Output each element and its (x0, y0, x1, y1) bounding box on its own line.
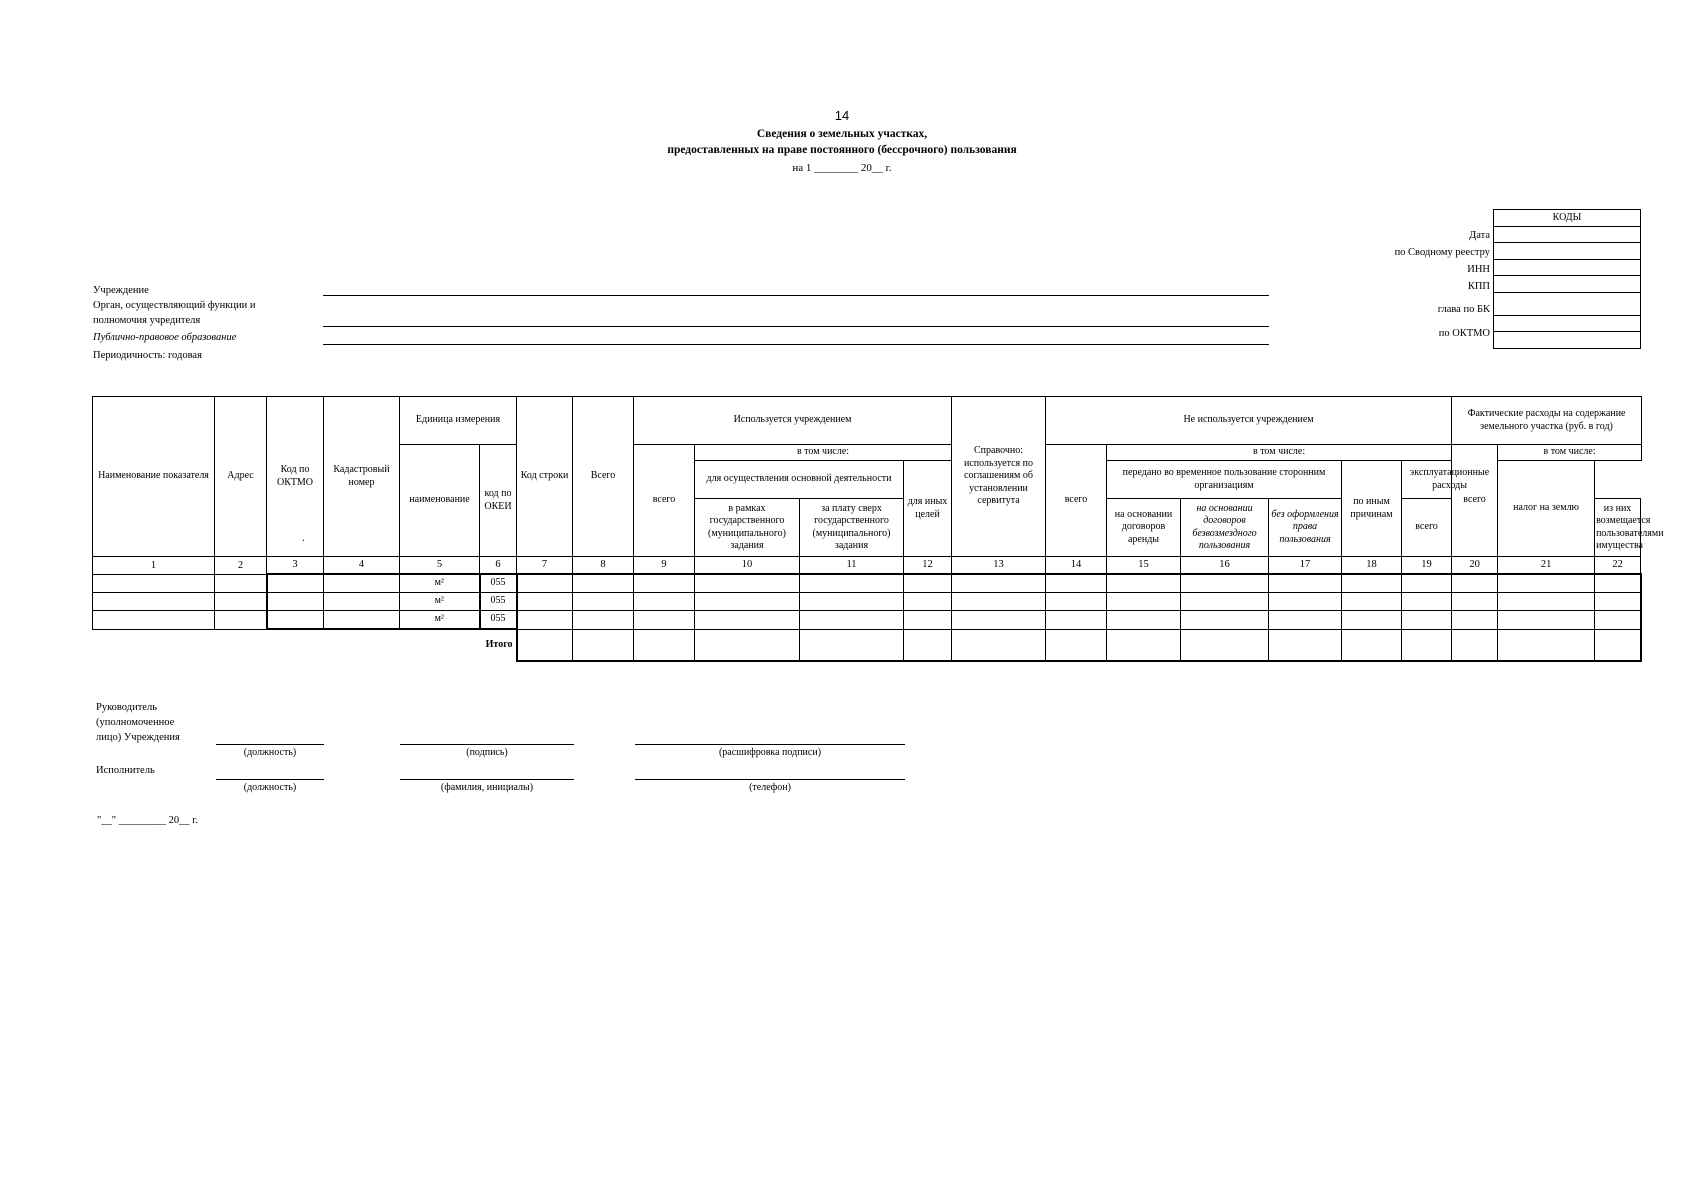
header-within-task: в рамках государственного (муниципального) задания (695, 499, 800, 557)
col-num: 2 (215, 557, 267, 575)
total-row (93, 629, 1642, 661)
table-row (93, 574, 1642, 593)
total-spacer (267, 629, 324, 661)
cell-value[interactable] (1595, 611, 1641, 630)
header-main-activity: для осуществления основной деятельности (695, 461, 904, 499)
header-not-used: Не используется учреждением (1046, 397, 1452, 445)
col-num: 18 (1342, 557, 1402, 575)
header-expenses-all: всего (1452, 445, 1498, 557)
header-reimbursed: из них возмещается пользователями имущества (1595, 499, 1641, 557)
code-cell-bk[interactable] (1494, 292, 1641, 315)
cell-value[interactable] (904, 611, 952, 630)
col-num: 14 (1046, 557, 1107, 575)
cell-value[interactable] (695, 611, 800, 630)
label-founder-line1: Орган, осуществляющий функции и (93, 300, 256, 311)
col-num: 22 (1595, 557, 1641, 575)
codes-box (1493, 209, 1641, 349)
col-num: 7 (517, 557, 573, 575)
col-num: 16 (1181, 557, 1269, 575)
cell-oktmo[interactable] (267, 611, 324, 630)
header-indicator-name: Наименование показателя (93, 397, 215, 557)
header-oktmo: Код по ОКТМО (267, 397, 324, 557)
label-head-line2: (уполномоченное (96, 717, 175, 728)
code-label-registry: по Сводному реестру (1394, 247, 1490, 258)
cell-value[interactable] (1498, 574, 1595, 593)
caption-signature: (подпись) (466, 747, 508, 758)
cell-value[interactable] (573, 611, 634, 630)
cell-line-code[interactable] (517, 574, 573, 593)
cell-value[interactable] (1452, 593, 1498, 611)
cell-value[interactable] (1269, 593, 1342, 611)
table-row (93, 611, 1642, 630)
cell-indicator-name[interactable] (93, 611, 215, 630)
total-cell[interactable] (952, 629, 1046, 661)
total-cell[interactable] (1269, 629, 1342, 661)
code-label-kpp: КПП (1467, 281, 1490, 292)
col-num: 1 (93, 557, 215, 575)
cell-unit-name: м² (400, 611, 480, 630)
code-label-bk: глава по БК (1437, 304, 1490, 315)
caption-fullname: (фамилия, инициалы) (440, 782, 534, 793)
cell-indicator-name[interactable] (93, 574, 215, 593)
header-address: Адрес (215, 397, 267, 557)
cell-cadastral[interactable] (324, 574, 400, 593)
col-num: 12 (904, 557, 952, 575)
total-cell[interactable] (1402, 629, 1452, 661)
cell-value[interactable] (634, 611, 695, 630)
header-lease: на основании договоров аренды (1107, 499, 1181, 557)
cell-value[interactable] (1595, 593, 1641, 611)
cell-value[interactable] (634, 574, 695, 593)
total-label: Итого (480, 629, 517, 661)
header-used-including: в том числе: (695, 445, 952, 461)
cell-address[interactable] (215, 593, 267, 611)
cell-oktmo[interactable] (267, 593, 324, 611)
cell-value[interactable] (1181, 593, 1269, 611)
header-other-purposes: для иных целей (904, 461, 952, 557)
page-number: 14 (834, 108, 850, 123)
total-cell[interactable] (634, 629, 695, 661)
total-cell[interactable] (904, 629, 952, 661)
total-cell[interactable] (1046, 629, 1107, 661)
total-cell[interactable] (1181, 629, 1269, 661)
cell-value[interactable] (1107, 593, 1181, 611)
total-cell[interactable] (1107, 629, 1181, 661)
cell-value[interactable] (1402, 593, 1452, 611)
header-total: Всего (573, 397, 634, 557)
caption-phone: (телефон) (749, 782, 791, 793)
col-num: 11 (800, 557, 904, 575)
header-used-all: всего (634, 445, 695, 557)
cell-value[interactable] (904, 574, 952, 593)
header-okei-code: код по ОКЕИ (480, 445, 517, 557)
header-line-code: Код строки (517, 397, 573, 557)
total-spacer (400, 629, 480, 661)
head-signature-line[interactable] (400, 744, 574, 745)
code-label-inn: ИНН (1467, 264, 1490, 275)
label-public-entity: Публично-правовое образование (93, 332, 237, 343)
total-cell[interactable] (1452, 629, 1498, 661)
header-reference-servitude: Справочно: используется по соглашениям об установлении сервитута (952, 397, 1046, 557)
code-label-date: Дата (1469, 230, 1490, 241)
cell-value[interactable] (1452, 574, 1498, 593)
header-transferred: передано во временное пользование сторонним организациям (1107, 461, 1342, 499)
cell-value[interactable] (800, 611, 904, 630)
cell-value[interactable] (1595, 574, 1641, 593)
total-spacer (215, 629, 267, 661)
institution-field-line[interactable] (323, 295, 1269, 296)
header-unit: Единица измерения (400, 397, 517, 445)
cell-address[interactable] (215, 611, 267, 630)
head-signature-decode-line[interactable] (635, 744, 905, 745)
executor-phone-line[interactable] (635, 779, 905, 780)
code-cell-kpp[interactable] (1494, 276, 1641, 293)
executor-name-line[interactable] (400, 779, 574, 780)
cell-value[interactable] (695, 593, 800, 611)
cell-value[interactable] (952, 593, 1046, 611)
col-num: 6 (480, 557, 517, 575)
cell-okei-code: 055 (480, 611, 517, 630)
label-periodicity: Периодичность: годовая (93, 350, 202, 361)
total-cell[interactable] (695, 629, 800, 661)
total-cell[interactable] (1595, 629, 1641, 661)
land-plots-table (92, 396, 1664, 662)
cell-unit-name: м² (400, 574, 480, 593)
cell-value[interactable] (1498, 611, 1595, 630)
cell-cadastral[interactable] (324, 593, 400, 611)
cell-value[interactable] (1402, 574, 1452, 593)
header-land-tax: налог на землю (1498, 461, 1595, 557)
label-head-line1: Руководитель (96, 702, 157, 713)
cell-line-code[interactable] (517, 611, 573, 630)
header-no-right: без оформления права пользования (1269, 499, 1342, 557)
caption-signature-decode: (расшифровка подписи) (718, 747, 822, 758)
table-row (93, 593, 1642, 611)
cell-value[interactable] (1498, 593, 1595, 611)
cell-cadastral[interactable] (324, 611, 400, 630)
cell-value[interactable] (1452, 611, 1498, 630)
column-numbers-row (93, 557, 1642, 575)
code-cell-inn[interactable] (1494, 259, 1641, 276)
form-title-line2: предоставленных на праве постоянного (бессрочного) пользования (667, 144, 1017, 156)
cell-value[interactable] (1342, 574, 1402, 593)
cell-value[interactable] (800, 574, 904, 593)
codes-heading: КОДЫ (1494, 210, 1641, 227)
cell-okei-code: 055 (480, 593, 517, 611)
header-above-task: за плату сверх государственного (муниципального) задания (800, 499, 904, 557)
form-title-line1: Сведения о земельных участках, (756, 128, 928, 140)
header-expenses: Фактические расходы на содержание земельного участка (руб. в год) (1452, 397, 1642, 445)
cell-value[interactable] (1402, 611, 1452, 630)
label-institution: Учреждение (93, 285, 149, 296)
label-head-line3: лицо) Учреждения (96, 732, 180, 743)
cell-value[interactable] (952, 574, 1046, 593)
label-founder-line2: полномочия учредителя (93, 315, 201, 326)
cell-value[interactable] (1181, 574, 1269, 593)
col-num: 5 (400, 557, 480, 575)
total-cell[interactable] (1498, 629, 1595, 661)
cell-value[interactable] (573, 593, 634, 611)
total-spacer (93, 629, 215, 661)
total-spacer (324, 629, 400, 661)
founder-field-line[interactable] (323, 326, 1269, 327)
cell-value[interactable] (1181, 611, 1269, 630)
caption-position-2: (должность) (243, 782, 297, 793)
header-free-use: на основании договоров безвозмездного пользования (1181, 499, 1269, 557)
cell-oktmo[interactable] (267, 574, 324, 593)
col-num: 13 (952, 557, 1046, 575)
cell-value[interactable] (904, 593, 952, 611)
cell-value[interactable] (695, 574, 800, 593)
header-operating-all: всего (1402, 499, 1452, 557)
cell-value[interactable] (1107, 611, 1181, 630)
cell-okei-code: 055 (480, 574, 517, 593)
cell-value[interactable] (1269, 574, 1342, 593)
cell-value[interactable] (1269, 611, 1342, 630)
col-num: 17 (1269, 557, 1342, 575)
col-num: 15 (1107, 557, 1181, 575)
cell-value[interactable] (1342, 611, 1402, 630)
cell-value[interactable] (1046, 574, 1107, 593)
header-expenses-including: в том числе: (1498, 445, 1642, 461)
cell-value[interactable] (1342, 593, 1402, 611)
code-cell-date[interactable] (1494, 226, 1641, 243)
code-cell-oktmo[interactable] (1494, 315, 1641, 332)
col-num: 19 (1402, 557, 1452, 575)
cell-value[interactable] (800, 593, 904, 611)
cell-unit-name: м² (400, 593, 480, 611)
code-cell-registry[interactable] (1494, 243, 1641, 260)
executor-position-line[interactable] (216, 779, 324, 780)
signature-date[interactable]: "__" _________ 20__ г. (97, 815, 198, 826)
cell-address[interactable] (215, 574, 267, 593)
header-cadastral-number: Кадастровый номер (324, 397, 400, 557)
header-used: Используется учреждением (634, 397, 952, 445)
cell-value[interactable] (1107, 574, 1181, 593)
header-not-used-including: в том числе: (1107, 445, 1452, 461)
col-num: 10 (695, 557, 800, 575)
cell-value[interactable] (573, 574, 634, 593)
col-num: 21 (1498, 557, 1595, 575)
total-cell[interactable] (1342, 629, 1402, 661)
caption-position: (должность) (243, 747, 297, 758)
col-num: 20 (1452, 557, 1498, 575)
header-other-reasons: по иным причинам (1342, 461, 1402, 557)
code-cell-periodicity[interactable] (1494, 332, 1641, 349)
cell-line-code[interactable] (517, 593, 573, 611)
label-executor: Исполнитель (96, 765, 155, 776)
code-label-oktmo: по ОКТМО (1438, 328, 1490, 339)
col-num: 8 (573, 557, 634, 575)
col-num: 9 (634, 557, 695, 575)
head-position-line[interactable] (216, 744, 324, 745)
cell-value[interactable] (1046, 593, 1107, 611)
total-cell[interactable] (573, 629, 634, 661)
total-line-code[interactable] (517, 629, 573, 661)
public-entity-field-line[interactable] (323, 344, 1269, 345)
col-num: 4 (324, 557, 400, 575)
col-num: 3 (267, 557, 324, 575)
cell-value[interactable] (634, 593, 695, 611)
header-not-used-all: всего (1046, 445, 1107, 557)
total-cell[interactable] (800, 629, 904, 661)
stray-dot: . (302, 530, 305, 544)
cell-value[interactable] (952, 611, 1046, 630)
cell-value[interactable] (1046, 611, 1107, 630)
header-operating-expenses: эксплуатационные расходы (1402, 461, 1498, 499)
report-date-line: на 1 ________ 20__ г. (792, 162, 892, 174)
header-unit-name: наименование (400, 445, 480, 557)
cell-indicator-name[interactable] (93, 593, 215, 611)
